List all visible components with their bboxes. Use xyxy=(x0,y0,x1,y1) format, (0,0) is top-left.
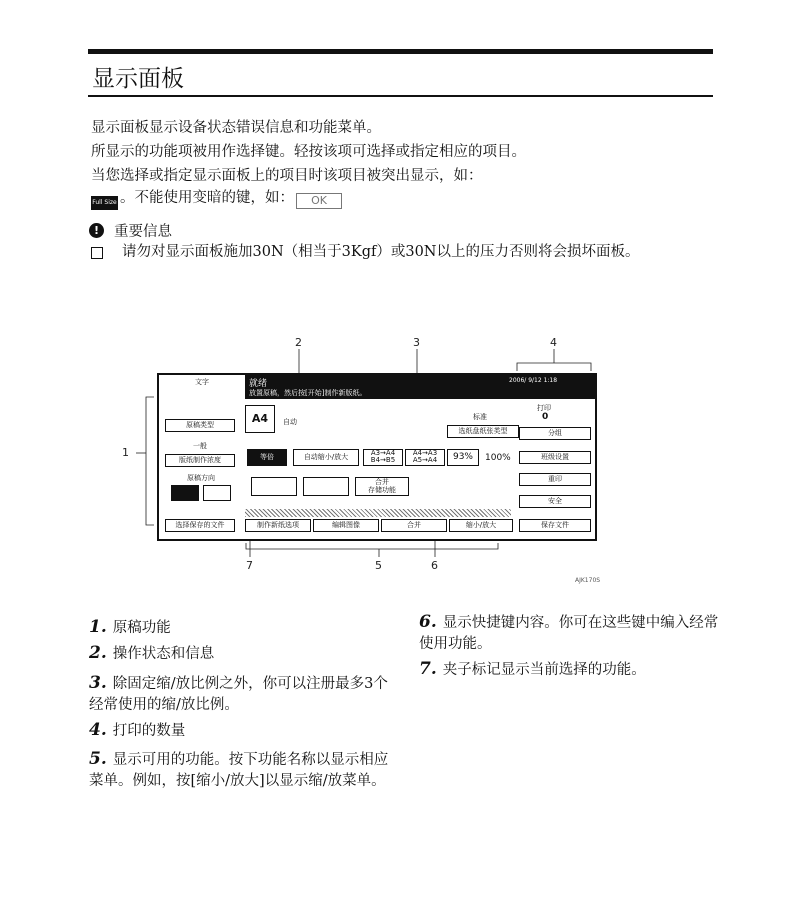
intro-line-3: 当您选择或指定显示面板上的项目时该项目被突出显示，如： xyxy=(91,168,483,184)
list-item xyxy=(419,659,719,681)
item-text: 夹子标记显示当前选择的功能。 xyxy=(442,662,646,678)
item-text: 除固定缩/放比例之外，你可以注册最多3个经常使用的缩/放比例。 xyxy=(89,676,388,713)
item-number: 5. xyxy=(89,749,107,769)
shortcut-1-button[interactable] xyxy=(251,477,297,496)
intro-line-1: 显示面板显示设备状态错误信息和功能菜单。 xyxy=(91,120,381,136)
tab-reduce-enlarge[interactable]: 缩小/放大 xyxy=(449,519,513,532)
same-size-button[interactable]: 等倍 xyxy=(247,449,287,466)
tab-divider xyxy=(245,509,511,517)
print-label: 打印 xyxy=(537,404,551,412)
tab-combine[interactable]: 合并 xyxy=(381,519,447,532)
item-text: 显示快捷键内容。你可在这些键中编入经常使用功能。 xyxy=(419,615,719,652)
callout-6: 6 xyxy=(431,559,438,572)
status-header xyxy=(245,375,595,399)
save-file-button[interactable]: 保存文件 xyxy=(519,519,591,532)
tab-master-options[interactable]: 制作新纸选项 xyxy=(245,519,311,532)
callout-1: 1 xyxy=(122,446,129,459)
full-size-key-icon: Full Size xyxy=(91,196,118,210)
master-density-button[interactable]: 版纸制作浓度 xyxy=(165,454,235,467)
list-item xyxy=(89,720,389,742)
ready-status: 就绪 xyxy=(249,379,268,389)
list-item xyxy=(89,643,389,665)
list-item xyxy=(89,673,389,716)
orientation-portrait-button[interactable] xyxy=(171,485,199,501)
important-icon: ! xyxy=(89,223,104,238)
list-item xyxy=(89,617,389,639)
sort-button[interactable]: 分组 xyxy=(519,427,591,440)
ratio-b4-b5-label: B4→B5 xyxy=(370,456,396,464)
combine-label: 合并 xyxy=(375,478,389,486)
tab-edit-image[interactable]: 编辑图像 xyxy=(313,519,379,532)
ready-message: 放置原稿，然后按[开始]制作新版纸。 xyxy=(249,389,367,397)
intro-line-2: 所显示的功能项被用作选择键。轻按该项可选择或指定相应的项目。 xyxy=(91,144,526,160)
item-text: 打印的数量 xyxy=(112,723,186,739)
item-number: 2. xyxy=(89,643,107,663)
orientation-landscape-button[interactable] xyxy=(203,485,231,501)
list-item xyxy=(89,749,389,792)
figure-code: AJK170S xyxy=(575,577,601,584)
panel-diagram xyxy=(110,335,610,585)
checkbox-icon xyxy=(91,247,103,259)
item-number: 6. xyxy=(419,612,437,632)
callout-5-bottom: 5 xyxy=(375,559,382,572)
item-number: 4. xyxy=(89,720,107,740)
auto-label: 自动 xyxy=(283,418,297,426)
ratio-a3-a4-label: A3→A4 xyxy=(370,449,396,457)
print-count: 0 xyxy=(542,412,549,422)
current-ratio: 100% xyxy=(485,453,511,463)
item-text: 操作状态和信息 xyxy=(112,646,215,662)
callout-2: 2 xyxy=(295,336,302,349)
intro-line-4 xyxy=(91,186,342,210)
important-heading: 重要信息 xyxy=(114,224,172,240)
item-number: 1. xyxy=(89,617,107,637)
item-number: 3. xyxy=(89,673,107,693)
ratio-a4-a3-label: A4→A3 xyxy=(412,449,438,457)
important-text: 请勿对显示面板施加30N（相当于3Kgf）或30N以上的压力否则将会损坏面板。 xyxy=(122,244,640,260)
store-function-label: 存储功能 xyxy=(368,486,396,494)
paper-size-indicator[interactable]: A4 xyxy=(245,405,275,433)
callout-3: 3 xyxy=(413,336,420,349)
list-item xyxy=(419,612,719,655)
ratio-a4-a3-button[interactable] xyxy=(405,449,445,466)
orientation-label: 原稿方向 xyxy=(187,474,215,482)
ratio-a5-a4-label: A5→A4 xyxy=(412,456,438,464)
security-button[interactable]: 安全 xyxy=(519,495,591,508)
callout-4: 4 xyxy=(550,336,557,349)
standard-label: 标准 xyxy=(473,413,487,421)
title-rule xyxy=(88,95,713,97)
item-text: 原稿功能 xyxy=(112,620,171,636)
general-label: 一般 xyxy=(193,442,207,450)
top-rule xyxy=(88,49,713,54)
shortcut-2-button[interactable] xyxy=(303,477,349,496)
class-setting-button[interactable]: 班级设置 xyxy=(519,451,591,464)
original-type-button[interactable]: 原稿类型 xyxy=(165,419,235,432)
ratio-a3-a4-button[interactable] xyxy=(363,449,403,466)
combine-function-button[interactable] xyxy=(355,477,409,496)
page-title: 显示面板 xyxy=(92,66,184,92)
text-mode-label: 文字 xyxy=(195,378,209,386)
display-panel xyxy=(157,373,597,541)
reprint-button[interactable]: 重印 xyxy=(519,473,591,486)
paper-type-button[interactable]: 选纸盘纸张类型 xyxy=(447,425,519,438)
item-number: 7. xyxy=(419,659,437,679)
ok-button-dimmed: OK xyxy=(296,193,342,209)
callout-7: 7 xyxy=(246,559,253,572)
date-time: 2006/ 9/12 1:18 xyxy=(509,377,558,384)
important-heading-row xyxy=(89,220,172,241)
select-saved-file-button[interactable]: 选择保存的文件 xyxy=(165,519,235,532)
ratio-93-button[interactable]: 93% xyxy=(447,449,479,466)
auto-reduce-enlarge-button[interactable]: 自动缩小/放大 xyxy=(293,449,359,466)
item-text: 显示可用的功能。按下功能名称以显示相应菜单。例如，按[缩小/放大]以显示缩/放菜单。 xyxy=(89,752,389,789)
intro-line-4-text: 。不能使用变暗的键，如： xyxy=(120,190,294,206)
